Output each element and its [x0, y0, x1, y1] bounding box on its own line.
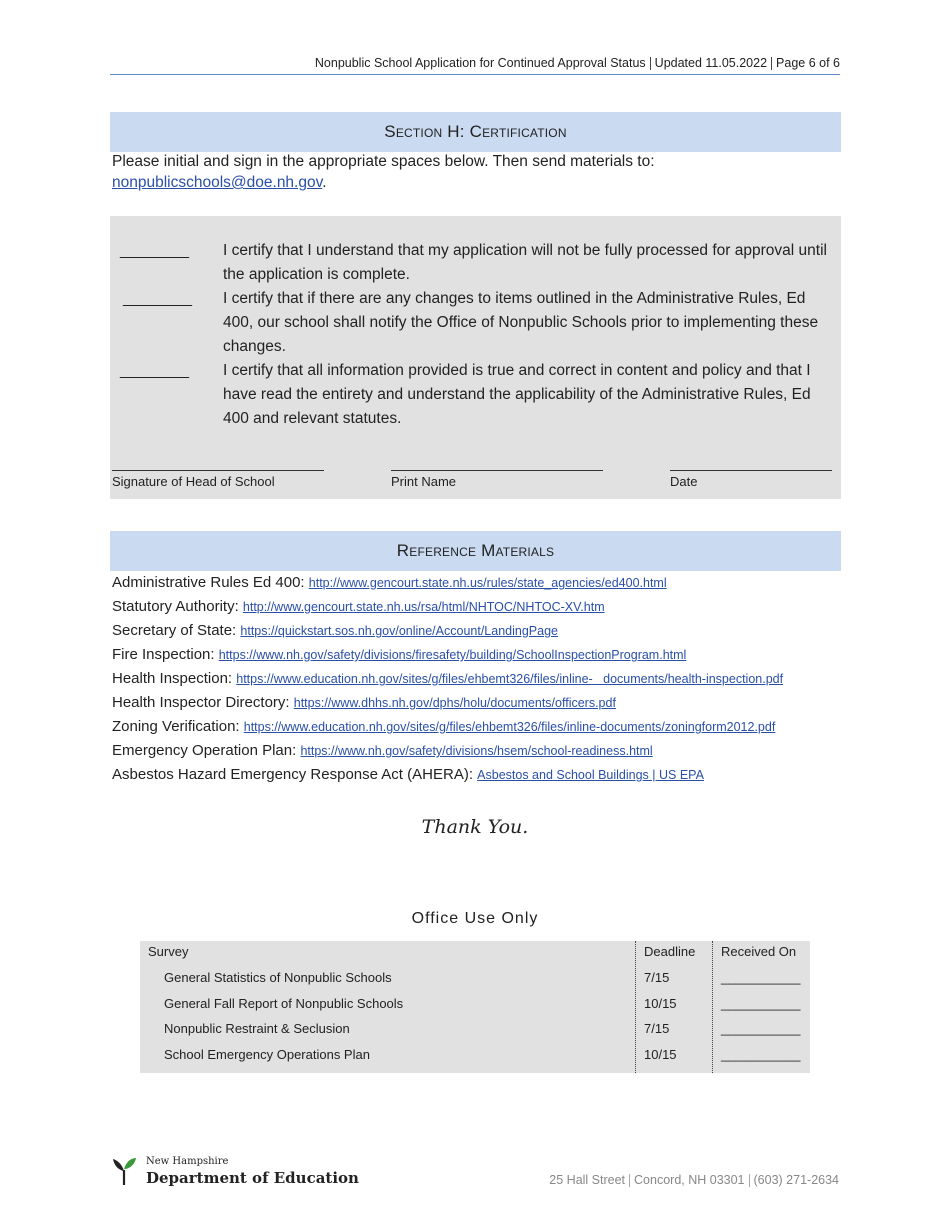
received-on-blank[interactable]: ___________	[721, 996, 801, 1011]
reference-label: Health Inspection:	[112, 670, 237, 687]
reference-link[interactable]: https://www.nh.gov/safety/divisions/firesafety/building/SchoolInspectionProgram.html	[218, 648, 687, 662]
reference-item	[112, 643, 852, 667]
head-signature-field	[112, 456, 324, 489]
certification-text: I certify that if there are any changes to items outlined in the Administrative Rules, Ed 400, our school shall notify the Office of Nonpublic Schools prior to implementing these changes.	[223, 290, 819, 355]
survey-deadline: 10/15	[644, 996, 677, 1011]
head-signature-line[interactable]	[112, 456, 324, 471]
section-h-title: Certification	[469, 122, 567, 141]
table-header-row	[140, 942, 810, 967]
intro-period: .	[322, 174, 327, 191]
reference-label: Asbestos Hazard Emergency Response Act (AHERA):	[112, 766, 478, 783]
reference-title: Reference Materials	[396, 541, 555, 560]
thank-you-text: Thank You.	[421, 816, 529, 838]
phone-number: (603) 271-2634	[753, 1173, 839, 1187]
street-address: 25 Hall Street	[549, 1173, 626, 1187]
reference-list	[112, 571, 852, 787]
reference-link[interactable]: https://quickstart.sos.nh.gov/online/Account/LandingPage	[240, 624, 558, 638]
logo-state-text: New Hampshire	[146, 1156, 229, 1167]
certification-box	[110, 216, 841, 499]
col-received-header: Received On	[721, 944, 797, 959]
date-line[interactable]	[670, 456, 832, 471]
survey-name: General Fall Report of Nonpublic Schools	[164, 996, 404, 1011]
table-row	[140, 1045, 810, 1070]
survey-deadline: 7/15	[644, 970, 670, 985]
reference-label: Statutory Authority:	[112, 598, 243, 615]
survey-name: Nonpublic Restraint & Seclusion	[164, 1021, 350, 1036]
doc-title: Nonpublic School Application for Continued Approval Status	[314, 56, 646, 70]
table-row	[140, 994, 810, 1019]
reference-label: Administrative Rules Ed 400:	[112, 574, 309, 591]
reference-item	[112, 619, 852, 643]
table-row	[140, 968, 810, 993]
col-deadline-header: Deadline	[644, 944, 696, 959]
office-use-table	[140, 941, 810, 1073]
survey-name: School Emergency Operations Plan	[164, 1047, 370, 1062]
col-survey-header: Survey	[148, 944, 189, 959]
reference-item	[112, 691, 852, 715]
reference-link[interactable]: https://www.education.nh.gov/sites/g/files/ehbemt326/files/inline- documents/health-inspection.pdf	[236, 672, 784, 686]
certification-text: I certify that I understand that my application will not be fully processed for approval until the application is complete.	[223, 242, 827, 283]
reference-link[interactable]: http://www.gencourt.state.nh.us/rules/state_agencies/ed400.html	[308, 576, 667, 590]
reference-item	[112, 739, 852, 763]
initial-blank[interactable]: ________	[120, 242, 189, 259]
survey-deadline: 7/15	[644, 1021, 670, 1036]
survey-deadline: 10/15	[644, 1047, 677, 1062]
email-link[interactable]: nonpublicschools@doe.nh.gov	[112, 174, 323, 191]
sprout-icon	[112, 1156, 138, 1191]
reference-item	[112, 571, 852, 595]
received-on-blank[interactable]: ___________	[721, 1047, 801, 1062]
footer-address	[549, 1173, 839, 1187]
reference-link[interactable]: https://www.education.nh.gov/sites/g/files/ehbemt326/files/inline-documents/zoningform2012.pdf	[243, 720, 776, 734]
table-row	[140, 1019, 810, 1044]
reference-link[interactable]: http://www.gencourt.state.nh.us/rsa/html/NHTOC/NHTOC-XV.htm	[242, 600, 605, 614]
page-header	[110, 56, 840, 75]
section-h-intro	[112, 151, 842, 193]
reference-item	[112, 715, 852, 739]
head-signature-label: Signature of Head of School	[112, 474, 275, 489]
logo-dept-text: Department of Education	[146, 1169, 359, 1187]
certification-text: I certify that all information provided is true and correct in content and policy and that I have read the entirety and understand the applicability of the Administrative Rules, Ed 400 and relevant statutes.	[223, 362, 811, 427]
reference-label: Fire Inspection:	[112, 646, 219, 663]
reference-materials-heading	[110, 531, 841, 571]
print-name-label: Print Name	[391, 474, 457, 489]
reference-item	[112, 667, 852, 691]
reference-link[interactable]: Asbestos and School Buildings | US EPA	[477, 768, 704, 782]
reference-label: Health Inspector Directory:	[112, 694, 294, 711]
office-use-title: Office Use Only	[411, 910, 539, 927]
section-h-prefix: Section H:	[384, 122, 470, 141]
print-name-line[interactable]	[391, 456, 603, 471]
section-h-heading	[110, 112, 841, 152]
page-number: Page 6 of 6	[776, 56, 840, 70]
reference-label: Secretary of State:	[112, 622, 241, 639]
reference-link[interactable]: https://www.nh.gov/safety/divisions/hsem/school-readiness.html	[300, 744, 653, 758]
initial-blank[interactable]: ________	[123, 290, 192, 307]
received-on-blank[interactable]: ___________	[721, 970, 801, 985]
reference-label: Emergency Operation Plan:	[112, 742, 301, 759]
updated-date: Updated 11.05.2022	[654, 56, 768, 70]
survey-name: General Statistics of Nonpublic Schools	[164, 970, 392, 985]
received-on-blank[interactable]: ___________	[721, 1021, 801, 1036]
reference-item	[112, 595, 852, 619]
city-state-zip: Concord, NH 03301	[634, 1173, 745, 1187]
print-name-field	[391, 456, 603, 489]
intro-text: Please initial and sign in the appropriate spaces below. Then send materials to:	[112, 153, 655, 170]
reference-item	[112, 763, 852, 787]
date-label: Date	[670, 474, 698, 489]
reference-label: Zoning Verification:	[112, 718, 244, 735]
date-field	[670, 456, 832, 489]
initial-blank[interactable]: ________	[120, 362, 189, 379]
reference-link[interactable]: https://www.dhhs.nh.gov/dphs/holu/documents/officers.pdf	[293, 696, 616, 710]
